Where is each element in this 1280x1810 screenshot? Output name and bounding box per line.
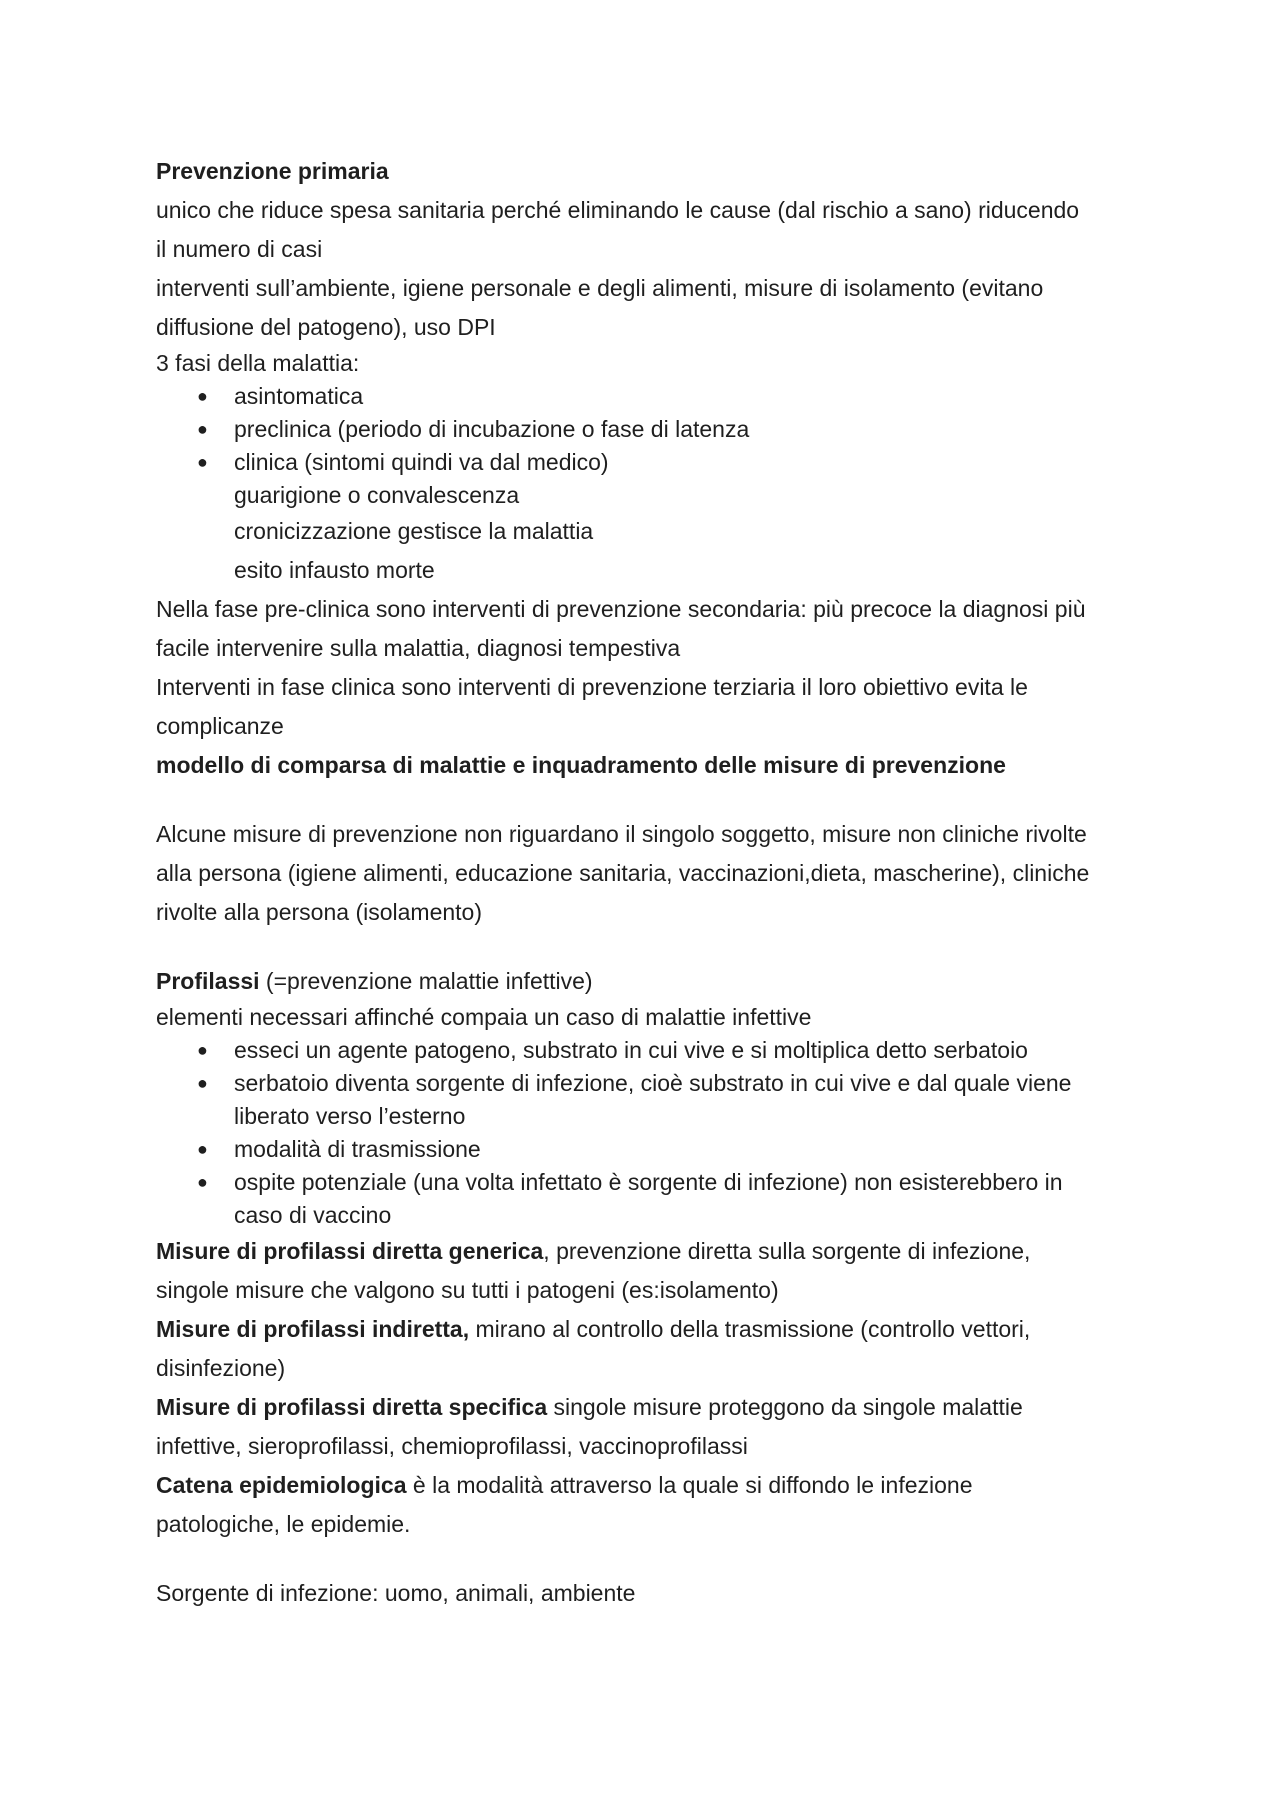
paragraph-line: infettive, sieroprofilassi, chemioprofilassi, vaccinoprofilassi — [156, 1433, 748, 1459]
measure-line: Misure di profilassi diretta generica, prevenzione diretta sulla sorgente di infezione, — [156, 1238, 1031, 1264]
list-item: ● modalità di trasmissione — [156, 1133, 1136, 1166]
measure-line: Misure di profilassi diretta specifica singole misure proteggono da singole malattie — [156, 1394, 1023, 1420]
paragraph-line: Interventi in fase clinica sono interventi di prevenzione terziaria il loro obiettivo evita le — [156, 674, 1028, 700]
paragraph-line: patologiche, le epidemie. — [156, 1511, 411, 1537]
paragraph-line: Alcune misure di prevenzione non riguardano il singolo soggetto, misure non cliniche rivolte — [156, 821, 1087, 847]
outcome-line: cronicizzazione gestisce la malattia — [234, 518, 594, 544]
paragraph-line: Nella fase pre-clinica sono interventi di prevenzione secondaria: più precoce la diagnosi più — [156, 596, 1086, 622]
list-item: ● esseci un agente patogeno, substrato in cui vive e si moltiplica detto serbatoio — [156, 1034, 1136, 1067]
spacer — [156, 1544, 1136, 1574]
heading-prevenzione-primaria: Prevenzione primaria — [156, 158, 389, 184]
paragraph-line: interventi sull’ambiente, igiene personale e degli alimenti, misure di isolamento (evitano — [156, 275, 1044, 301]
paragraph-line: facile intervenire sulla malattia, diagnosi tempestiva — [156, 635, 681, 661]
paragraph-line: unico che riduce spesa sanitaria perché eliminando le cause (dal rischio a sano) riducendo — [156, 197, 1080, 223]
bullet-icon: ● — [197, 1172, 208, 1192]
bullet-icon: ● — [197, 419, 208, 439]
bullet-icon: ● — [197, 1073, 208, 1093]
elements-list — [156, 1034, 1136, 1232]
profilassi-heading: Profilassi (=prevenzione malattie infettive) — [156, 968, 593, 994]
measure-line: Catena epidemiologica è la modalità attraverso la quale si diffondo le infezione — [156, 1472, 973, 1498]
heading-modello: modello di comparsa di malattie e inquadramento delle misure di prevenzione — [156, 752, 1006, 778]
bullet-icon: ● — [197, 386, 208, 406]
list-item: ● preclinica (periodo di incubazione o fase di latenza — [156, 413, 1136, 446]
paragraph-line: disinfezione) — [156, 1355, 286, 1381]
phases-list — [156, 380, 1136, 479]
list-item: ● asintomatica — [156, 380, 1136, 413]
paragraph-line: complicanze — [156, 713, 284, 739]
document-page — [156, 152, 1136, 1613]
spacer — [156, 785, 1136, 815]
list-item: ● ospite potenziale (una volta infettato è sorgente di infezione) non esisterebbero in caso di vaccino — [156, 1166, 1136, 1232]
outcome-line: guarigione o convalescenza — [234, 482, 520, 508]
bullet-icon: ● — [197, 1040, 208, 1060]
bullet-icon: ● — [197, 1139, 208, 1159]
measure-line: Misure di profilassi indiretta, mirano al controllo della trasmissione (controllo vettori, — [156, 1316, 1031, 1342]
paragraph-line: Sorgente di infezione: uomo, animali, ambiente — [156, 1580, 636, 1606]
paragraph-line: alla persona (igiene alimenti, educazione sanitaria, vaccinazioni,dieta, mascherine), cliniche — [156, 860, 1090, 886]
outcome-line: esito infausto morte — [234, 557, 435, 583]
list-item: ● serbatoio diventa sorgente di infezione, cioè substrato in cui vive e dal quale viene liberato verso l’esterno — [156, 1067, 1136, 1133]
paragraph-line: rivolte alla persona (isolamento) — [156, 899, 482, 925]
spacer — [156, 932, 1136, 962]
paragraph-line: il numero di casi — [156, 236, 323, 262]
elements-title: elementi necessari affinché compaia un caso di malattie infettive — [156, 1004, 812, 1030]
list-item: ● clinica (sintomi quindi va dal medico) — [156, 446, 1136, 479]
phases-title: 3 fasi della malattia: — [156, 350, 360, 376]
bullet-icon: ● — [197, 452, 208, 472]
paragraph-line: diffusione del patogeno), uso DPI — [156, 314, 496, 340]
paragraph-line: singole misure che valgono su tutti i patogeni (es:isolamento) — [156, 1277, 779, 1303]
